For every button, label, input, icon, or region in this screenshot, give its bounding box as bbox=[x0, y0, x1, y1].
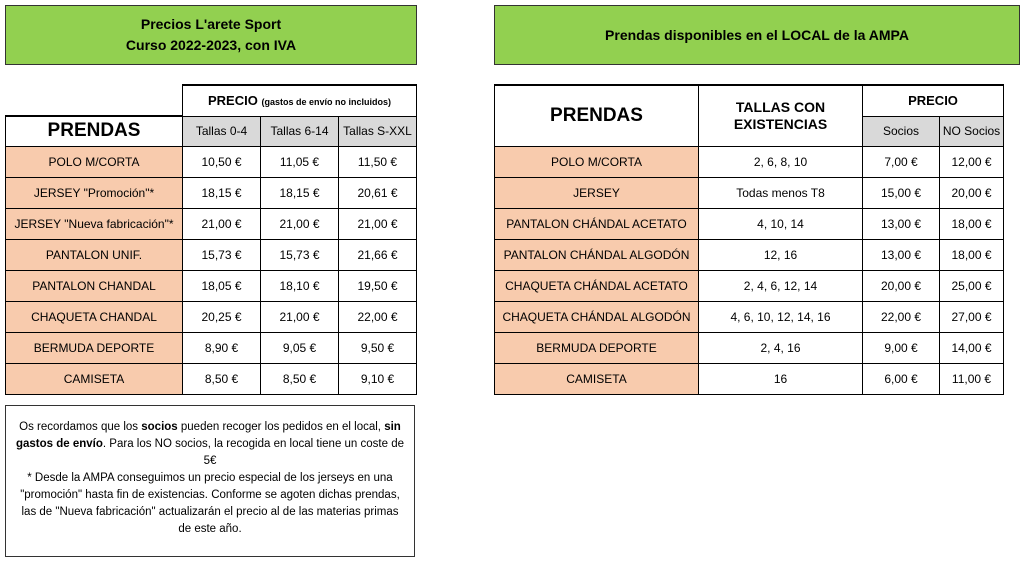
precio-note: (gastos de envío no incluidos) bbox=[261, 97, 391, 108]
price-cell: 21,00 € bbox=[339, 208, 417, 239]
price-cell: 8,90 € bbox=[183, 332, 261, 363]
socios-price: 7,00 € bbox=[863, 146, 940, 177]
note-text: Os recordamos que los bbox=[19, 421, 142, 433]
socios-price: 6,00 € bbox=[863, 363, 940, 394]
note-bold-sin-gastos: sin gastos de envío bbox=[15, 421, 401, 450]
left-title-banner bbox=[5, 5, 417, 65]
item-name: CHAQUETA CHÁNDAL ALGODÓN bbox=[495, 301, 699, 332]
socios-price: 22,00 € bbox=[863, 301, 940, 332]
size-header: Tallas 0-4 bbox=[183, 116, 261, 146]
item-name: PANTALON CHÁNDAL ALGODÓN bbox=[495, 239, 699, 270]
sizes-cell: 2, 6, 8, 10 bbox=[699, 146, 863, 177]
sizes-cell: 4, 6, 10, 12, 14, 16 bbox=[699, 301, 863, 332]
table-row bbox=[495, 363, 1004, 394]
no-socios-price: 18,00 € bbox=[940, 208, 1004, 239]
price-cell: 21,66 € bbox=[339, 239, 417, 270]
price-cell: 8,50 € bbox=[183, 363, 261, 394]
size-header: Tallas S-XXL bbox=[339, 116, 417, 146]
sizes-cell: Todas menos T8 bbox=[699, 177, 863, 208]
sizes-cell: 4, 10, 14 bbox=[699, 208, 863, 239]
price-cell: 11,50 € bbox=[339, 146, 417, 177]
socios-price: 9,00 € bbox=[863, 332, 940, 363]
socios-price: 20,00 € bbox=[863, 270, 940, 301]
precio-header-right: PRECIO bbox=[863, 85, 1004, 116]
item-name: CHAQUETA CHANDAL bbox=[6, 301, 183, 332]
table-row bbox=[495, 270, 1004, 301]
tallas-header bbox=[699, 85, 863, 146]
price-cell: 19,50 € bbox=[339, 270, 417, 301]
table-row bbox=[6, 363, 417, 394]
no-socios-price: 25,00 € bbox=[940, 270, 1004, 301]
socios-header: Socios bbox=[863, 116, 940, 146]
price-cell: 15,73 € bbox=[183, 239, 261, 270]
blank-cell bbox=[6, 85, 183, 116]
table-row bbox=[495, 239, 1004, 270]
item-name: POLO M/CORTA bbox=[6, 146, 183, 177]
table-row bbox=[495, 146, 1004, 177]
item-name: POLO M/CORTA bbox=[495, 146, 699, 177]
price-cell: 21,00 € bbox=[261, 208, 339, 239]
note-bold-socios: socios bbox=[141, 421, 178, 433]
table-row bbox=[6, 177, 417, 208]
item-name: JERSEY bbox=[495, 177, 699, 208]
no-socios-price: 18,00 € bbox=[940, 239, 1004, 270]
note-text: . Para los NO socios, la recogida en local tiene un coste de 5€ bbox=[102, 438, 404, 467]
price-cell: 10,50 € bbox=[183, 146, 261, 177]
table-row bbox=[6, 208, 417, 239]
socios-price: 13,00 € bbox=[863, 239, 940, 270]
item-name: CAMISETA bbox=[495, 363, 699, 394]
price-cell: 21,00 € bbox=[261, 301, 339, 332]
price-cell: 18,15 € bbox=[183, 177, 261, 208]
left-title-line-2: Curso 2022-2023, con IVA bbox=[125, 37, 297, 53]
price-cell: 21,00 € bbox=[183, 208, 261, 239]
table-row bbox=[495, 332, 1004, 363]
prendas-header-left: PRENDAS bbox=[6, 116, 183, 146]
sizes-cell: 2, 4, 6, 12, 14 bbox=[699, 270, 863, 301]
price-cell: 22,00 € bbox=[339, 301, 417, 332]
precio-header-left bbox=[183, 85, 417, 116]
price-cell: 8,50 € bbox=[261, 363, 339, 394]
price-table-left bbox=[5, 84, 417, 395]
table-row bbox=[6, 239, 417, 270]
item-name: PANTALON CHÁNDAL ACETATO bbox=[495, 208, 699, 239]
price-cell: 9,10 € bbox=[339, 363, 417, 394]
price-table-right bbox=[494, 84, 1004, 395]
note-paragraph-1 bbox=[14, 419, 406, 470]
note-paragraph-2: * Desde la AMPA conseguimos un precio especial de los jerseys en una "promoción" hasta fin de existencias. Conforme se agoten dichas prendas, las de "Nueva fabricación" actualizarán el precio al de las materias primas de este año. bbox=[20, 472, 400, 535]
left-title-line-1: Precios L'arete Sport bbox=[140, 16, 282, 32]
price-cell: 20,61 € bbox=[339, 177, 417, 208]
price-cell: 18,05 € bbox=[183, 270, 261, 301]
note-text: pueden recoger los pedidos en el local, bbox=[177, 421, 385, 433]
price-cell: 18,15 € bbox=[261, 177, 339, 208]
socios-price: 15,00 € bbox=[863, 177, 940, 208]
table-row bbox=[495, 177, 1004, 208]
sizes-cell: 12, 16 bbox=[699, 239, 863, 270]
item-name: BERMUDA DEPORTE bbox=[495, 332, 699, 363]
price-cell: 9,50 € bbox=[339, 332, 417, 363]
prendas-header-right: PRENDAS bbox=[495, 85, 699, 146]
item-name: JERSEY "Promoción"* bbox=[6, 177, 183, 208]
price-cell: 15,73 € bbox=[261, 239, 339, 270]
item-name: CHAQUETA CHÁNDAL ACETATO bbox=[495, 270, 699, 301]
no-socios-price: 27,00 € bbox=[940, 301, 1004, 332]
table-row bbox=[6, 332, 417, 363]
price-cell: 20,25 € bbox=[183, 301, 261, 332]
price-cell: 18,10 € bbox=[261, 270, 339, 301]
no-socios-price: 11,00 € bbox=[940, 363, 1004, 394]
socios-price: 13,00 € bbox=[863, 208, 940, 239]
tallas-header-line-1: TALLAS CON bbox=[735, 98, 826, 115]
no-socios-header: NO Socios bbox=[940, 116, 1004, 146]
table-row bbox=[495, 301, 1004, 332]
table-row bbox=[6, 146, 417, 177]
precio-label: PRECIO bbox=[208, 93, 258, 109]
right-title-banner bbox=[494, 5, 1020, 65]
no-socios-price: 12,00 € bbox=[940, 146, 1004, 177]
item-name: CAMISETA bbox=[6, 363, 183, 394]
no-socios-price: 20,00 € bbox=[940, 177, 1004, 208]
info-note bbox=[5, 405, 415, 557]
price-cell: 9,05 € bbox=[261, 332, 339, 363]
item-name: PANTALON CHANDAL bbox=[6, 270, 183, 301]
item-name: JERSEY "Nueva fabricación"* bbox=[6, 208, 183, 239]
tallas-header-line-2: EXISTENCIAS bbox=[733, 115, 828, 132]
table-row bbox=[6, 270, 417, 301]
size-header: Tallas 6-14 bbox=[261, 116, 339, 146]
item-name: BERMUDA DEPORTE bbox=[6, 332, 183, 363]
price-cell: 11,05 € bbox=[261, 146, 339, 177]
right-title: Prendas disponibles en el LOCAL de la AMPA bbox=[605, 26, 909, 43]
table-row bbox=[6, 301, 417, 332]
table-row bbox=[495, 208, 1004, 239]
sizes-cell: 16 bbox=[699, 363, 863, 394]
sizes-cell: 2, 4, 16 bbox=[699, 332, 863, 363]
no-socios-price: 14,00 € bbox=[940, 332, 1004, 363]
item-name: PANTALON UNIF. bbox=[6, 239, 183, 270]
